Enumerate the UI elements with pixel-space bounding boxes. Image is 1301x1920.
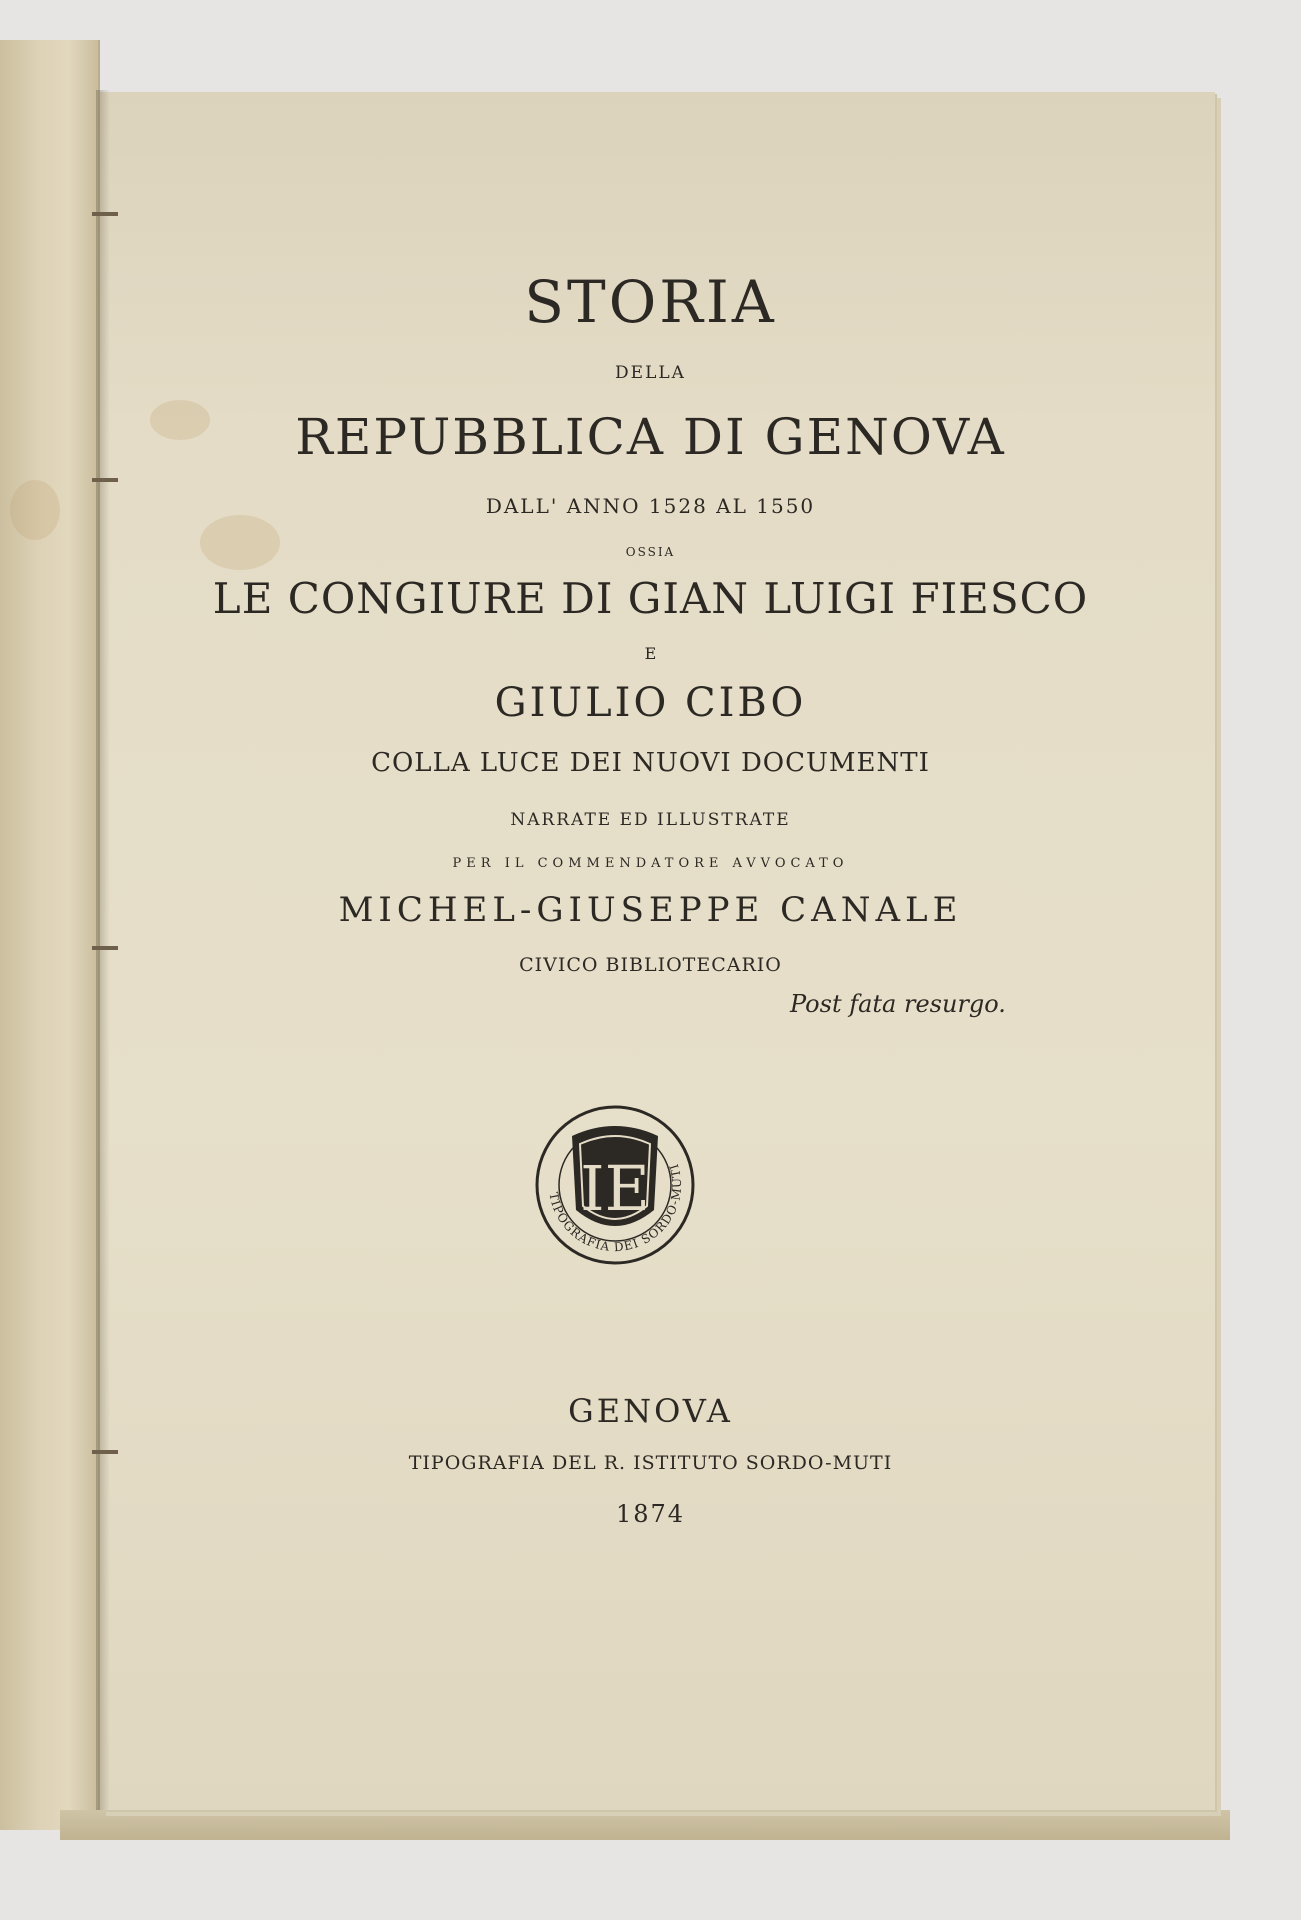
date-range: DALL' ANNO 1528 AL 1550: [485, 494, 816, 518]
title-ossia: OSSIA: [625, 545, 676, 559]
author-name: MICHEL-GIUSEPPE CANALE: [338, 890, 963, 930]
conspiracy-line: LE CONGIURE DI GIAN LUIGI FIESCO: [212, 574, 1089, 623]
title-della: DELLA: [615, 363, 686, 383]
binding-stitch: [92, 478, 118, 482]
book-bottom-edge: [60, 1810, 1230, 1840]
binding-stitch: [92, 946, 118, 950]
narrated-line: NARRATE ED ILLUSTRATE: [510, 810, 791, 830]
author-role: CIVICO BIBLIOTECARIO: [519, 954, 782, 976]
publisher: TIPOGRAFIA DEL R. ISTITUTO SORDO-MUTI: [408, 1452, 893, 1474]
motto: Post fata resurgo.: [790, 990, 1006, 1018]
publication-city: GENOVA: [568, 1392, 733, 1430]
title-page: [100, 92, 1215, 1810]
book-title: STORIA: [524, 268, 777, 336]
foxing-stain: [200, 515, 280, 570]
second-name: GIULIO CIBO: [494, 680, 807, 726]
spine-shadow: [96, 90, 110, 1810]
author-prefix: PER IL COMMENDATORE AVVOCATO: [452, 856, 849, 871]
emblem-ring-text: TIPOGRAFIA DEI SORDO-MUTI: [546, 1161, 685, 1255]
title-subject: REPUBBLICA DI GENOVA: [295, 408, 1006, 466]
publication-year: 1874: [615, 1500, 686, 1528]
subtitle: COLLA LUCE DEI NUOVI DOCUMENTI: [371, 748, 930, 778]
binding-stitch: [92, 212, 118, 216]
title-conjunction: E: [644, 644, 657, 663]
printer-emblem-icon: [532, 1102, 698, 1268]
emblem-monogram: IE: [580, 1152, 650, 1225]
